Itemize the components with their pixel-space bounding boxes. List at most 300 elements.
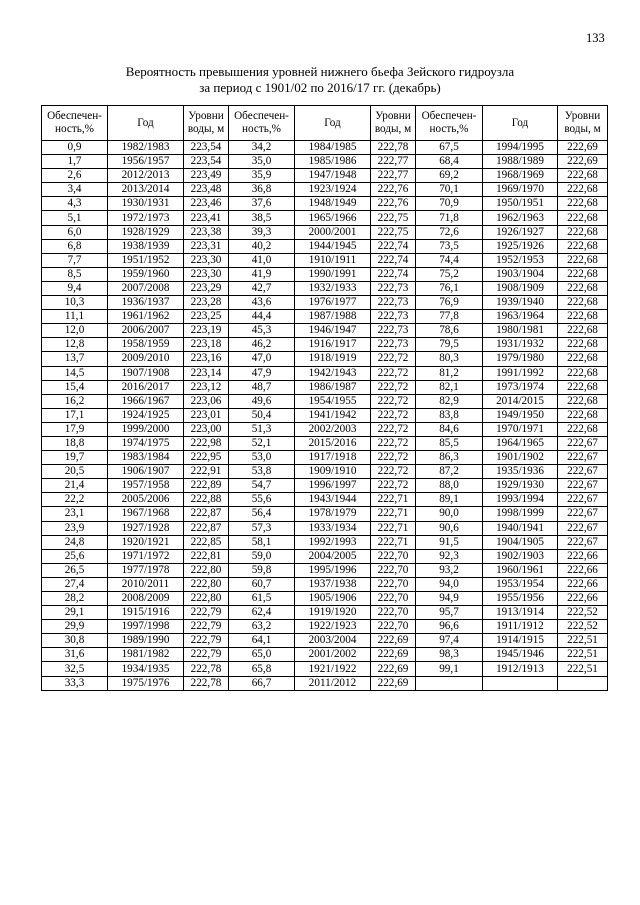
- probability-cell: 70,1: [416, 183, 483, 197]
- year-cell: 1946/1947: [295, 324, 371, 338]
- year-cell: 1928/1929: [108, 225, 184, 239]
- year-cell: 1922/1923: [295, 620, 371, 634]
- probability-cell: 55,6: [229, 493, 295, 507]
- year-cell: 1949/1950: [483, 408, 558, 422]
- level-cell: 222,68: [558, 239, 608, 253]
- probability-cell: 12,0: [42, 324, 108, 338]
- probability-cell: 18,8: [42, 436, 108, 450]
- year-cell: 1971/1972: [108, 549, 184, 563]
- probability-cell: 31,6: [42, 648, 108, 662]
- year-cell: 1918/1919: [295, 352, 371, 366]
- table-row: [42, 141, 608, 155]
- table-row: [42, 620, 608, 634]
- level-cell: 222,78: [371, 141, 416, 155]
- level-cell: 222,72: [371, 436, 416, 450]
- year-cell: 2000/2001: [295, 225, 371, 239]
- level-cell: 222,68: [558, 169, 608, 183]
- level-cell: 222,51: [558, 648, 608, 662]
- probability-cell: 1,7: [42, 155, 108, 169]
- level-cell: 222,72: [371, 465, 416, 479]
- level-cell: 222,67: [558, 451, 608, 465]
- level-cell: 222,81: [184, 549, 229, 563]
- level-cell: 222,66: [558, 577, 608, 591]
- year-cell: 1964/1965: [483, 436, 558, 450]
- year-header: [483, 106, 558, 141]
- level-cell: 222,87: [184, 507, 229, 521]
- level-cell: 222,70: [371, 620, 416, 634]
- probability-cell: 62,4: [229, 606, 295, 620]
- probability-cell: 89,1: [416, 493, 483, 507]
- level-cell: 223,18: [184, 338, 229, 352]
- year-cell: 2005/2006: [108, 493, 184, 507]
- level-cell: 223,41: [184, 211, 229, 225]
- year-cell: 2012/2013: [108, 169, 184, 183]
- probability-cell: 41,9: [229, 267, 295, 281]
- level-cell: 222,98: [184, 436, 229, 450]
- level-cell: 222,68: [558, 422, 608, 436]
- year-cell: 1905/1906: [295, 592, 371, 606]
- level-cell: 222,74: [371, 253, 416, 267]
- year-cell: 1962/1963: [483, 211, 558, 225]
- table-row: [42, 338, 608, 352]
- table-row: [42, 310, 608, 324]
- probability-cell: 95,7: [416, 606, 483, 620]
- table-row: [42, 549, 608, 563]
- level-cell: 222,73: [371, 296, 416, 310]
- level-cell: 222,70: [371, 606, 416, 620]
- probability-cell: 99,1: [416, 662, 483, 676]
- probability-header: [229, 106, 295, 141]
- year-cell: 1967/1968: [108, 507, 184, 521]
- probability-cell: 12,8: [42, 338, 108, 352]
- table-row: [42, 183, 608, 197]
- probability-cell: 27,4: [42, 577, 108, 591]
- year-cell: 1923/1924: [295, 183, 371, 197]
- probability-cell: 20,5: [42, 465, 108, 479]
- table-row: [42, 577, 608, 591]
- year-cell: 1932/1933: [295, 281, 371, 295]
- level-header: [371, 106, 416, 141]
- probability-cell: 68,4: [416, 155, 483, 169]
- year-cell: 1996/1997: [295, 479, 371, 493]
- year-cell: 1907/1908: [108, 366, 184, 380]
- level-cell: 223,30: [184, 253, 229, 267]
- probability-cell: 10,3: [42, 296, 108, 310]
- level-cell: 222,66: [558, 549, 608, 563]
- level-cell: 222,69: [371, 662, 416, 676]
- probability-cell: 34,2: [229, 141, 295, 155]
- year-header: [295, 106, 371, 141]
- year-cell: 1939/1940: [483, 296, 558, 310]
- probability-cell: 76,1: [416, 281, 483, 295]
- year-cell: 1969/1970: [483, 183, 558, 197]
- year-cell: 1933/1934: [295, 521, 371, 535]
- level-cell: 222,72: [371, 408, 416, 422]
- level-cell: 223,31: [184, 239, 229, 253]
- probability-cell: 58,1: [229, 535, 295, 549]
- table-row: [42, 507, 608, 521]
- level-cell: 222,80: [184, 577, 229, 591]
- year-cell: 1903/1904: [483, 267, 558, 281]
- probability-cell: 43,6: [229, 296, 295, 310]
- probability-cell: 87,2: [416, 465, 483, 479]
- header-line: Обеспечен-: [421, 110, 477, 122]
- year-cell: 1911/1912: [483, 620, 558, 634]
- table-row: [42, 521, 608, 535]
- year-cell: 1963/1964: [483, 310, 558, 324]
- level-cell: 222,71: [371, 535, 416, 549]
- probability-cell: 59,8: [229, 563, 295, 577]
- table-body: [42, 141, 608, 691]
- level-cell: 222,72: [371, 380, 416, 394]
- probability-cell: 6,8: [42, 239, 108, 253]
- header-line: ность,%: [242, 123, 281, 135]
- year-cell: 1955/1956: [483, 592, 558, 606]
- probability-cell: 88,0: [416, 479, 483, 493]
- year-cell: 1985/1986: [295, 155, 371, 169]
- probability-cell: 82,9: [416, 394, 483, 408]
- level-cell: 222,67: [558, 479, 608, 493]
- level-cell: 222,67: [558, 535, 608, 549]
- year-cell: 1917/1918: [295, 451, 371, 465]
- year-cell: 1945/1946: [483, 648, 558, 662]
- level-cell: 222,79: [184, 648, 229, 662]
- probability-cell: 60,7: [229, 577, 295, 591]
- level-cell: 222,71: [371, 521, 416, 535]
- year-cell: 1913/1914: [483, 606, 558, 620]
- table-row: [42, 606, 608, 620]
- year-cell: 1904/1905: [483, 535, 558, 549]
- level-cell: 223,38: [184, 225, 229, 239]
- year-cell: 1906/1907: [108, 465, 184, 479]
- level-cell: 222,87: [184, 521, 229, 535]
- year-cell: 1997/1998: [108, 620, 184, 634]
- level-cell: 222,89: [184, 479, 229, 493]
- probability-cell: 35,0: [229, 155, 295, 169]
- probability-cell: 52,1: [229, 436, 295, 450]
- table-row: [42, 648, 608, 662]
- level-cell: 222,68: [558, 253, 608, 267]
- probability-cell: 0,9: [42, 141, 108, 155]
- level-cell: 222,68: [558, 366, 608, 380]
- year-cell: 1919/1920: [295, 606, 371, 620]
- year-cell: 2013/2014: [108, 183, 184, 197]
- probability-cell: 17,1: [42, 408, 108, 422]
- table-row: [42, 281, 608, 295]
- table-row: [42, 479, 608, 493]
- level-cell: 222,72: [371, 422, 416, 436]
- year-cell: 2015/2016: [295, 436, 371, 450]
- probability-cell: 93,2: [416, 563, 483, 577]
- probability-cell: 29,1: [42, 606, 108, 620]
- year-cell: 2014/2015: [483, 394, 558, 408]
- level-cell: 222,77: [371, 169, 416, 183]
- year-cell: 1979/1980: [483, 352, 558, 366]
- year-cell: 1901/1902: [483, 451, 558, 465]
- probability-cell: 26,5: [42, 563, 108, 577]
- probability-cell: 49,6: [229, 394, 295, 408]
- probability-cell: 9,4: [42, 281, 108, 295]
- level-cell: 222,67: [558, 436, 608, 450]
- probability-cell: 75,2: [416, 267, 483, 281]
- table-row: [42, 676, 608, 690]
- level-cell: 222,88: [184, 493, 229, 507]
- probability-cell: 29,9: [42, 620, 108, 634]
- level-cell: 222,76: [371, 183, 416, 197]
- year-cell: 1961/1962: [108, 310, 184, 324]
- level-cell: 222,68: [558, 324, 608, 338]
- table-row: [42, 592, 608, 606]
- level-cell: 222,70: [371, 577, 416, 591]
- table-row: [42, 253, 608, 267]
- probability-cell: 22,2: [42, 493, 108, 507]
- header-line: ность,%: [55, 123, 94, 135]
- year-cell: 1951/1952: [108, 253, 184, 267]
- year-cell: 2003/2004: [295, 634, 371, 648]
- year-cell: 1935/1936: [483, 465, 558, 479]
- year-cell: 1972/1973: [108, 211, 184, 225]
- probability-cell: 98,3: [416, 648, 483, 662]
- probability-cell: 54,7: [229, 479, 295, 493]
- probability-cell: 32,5: [42, 662, 108, 676]
- level-cell: 222,70: [371, 592, 416, 606]
- header-line: воды, м: [187, 123, 225, 135]
- probability-cell: 35,9: [229, 169, 295, 183]
- probability-cell: 11,1: [42, 310, 108, 324]
- probability-cell: 53,0: [229, 451, 295, 465]
- level-cell: 222,68: [558, 281, 608, 295]
- level-cell: 222,75: [371, 225, 416, 239]
- level-cell: 223,25: [184, 310, 229, 324]
- table-header-row: [42, 106, 608, 141]
- year-cell: 1947/1948: [295, 169, 371, 183]
- title-line-2: за период с 1901/02 по 2016/17 гг. (декабрь): [199, 80, 441, 95]
- level-cell: 223,49: [184, 169, 229, 183]
- year-cell: 1980/1981: [483, 324, 558, 338]
- probability-cell: 23,9: [42, 521, 108, 535]
- probability-cell: 90,6: [416, 521, 483, 535]
- year-cell: 1956/1957: [108, 155, 184, 169]
- level-cell: 222,71: [371, 493, 416, 507]
- year-cell: 2010/2011: [108, 577, 184, 591]
- year-cell: 1976/1977: [295, 296, 371, 310]
- table-row: [42, 380, 608, 394]
- level-cell: 222,74: [371, 267, 416, 281]
- table-row: [42, 366, 608, 380]
- probability-cell: 76,9: [416, 296, 483, 310]
- probability-cell: 47,0: [229, 352, 295, 366]
- year-cell: 1920/1921: [108, 535, 184, 549]
- level-cell: 223,14: [184, 366, 229, 380]
- table-row: [42, 352, 608, 366]
- table-row: [42, 211, 608, 225]
- level-cell: 223,01: [184, 408, 229, 422]
- probability-cell: 56,4: [229, 507, 295, 521]
- table-row: [42, 493, 608, 507]
- year-cell: 1915/1916: [108, 606, 184, 620]
- year-cell: 1992/1993: [295, 535, 371, 549]
- probability-cell: 96,6: [416, 620, 483, 634]
- probability-cell: 41,0: [229, 253, 295, 267]
- year-cell: 1936/1937: [108, 296, 184, 310]
- probability-cell: 66,7: [229, 676, 295, 690]
- probability-cell: 3,4: [42, 183, 108, 197]
- level-cell: 222,70: [371, 549, 416, 563]
- probability-cell: 45,3: [229, 324, 295, 338]
- year-cell: 1943/1944: [295, 493, 371, 507]
- table-row: [42, 408, 608, 422]
- level-cell: 222,68: [558, 408, 608, 422]
- year-cell: 1973/1974: [483, 380, 558, 394]
- year-cell: 1989/1990: [108, 634, 184, 648]
- level-cell: 222,78: [184, 662, 229, 676]
- probability-cell: 61,5: [229, 592, 295, 606]
- year-cell: 1924/1925: [108, 408, 184, 422]
- year-cell: 1948/1949: [295, 197, 371, 211]
- level-cell: 222,52: [558, 606, 608, 620]
- table-row: [42, 465, 608, 479]
- level-cell: 222,79: [184, 606, 229, 620]
- table-row: [42, 225, 608, 239]
- table-row: [42, 155, 608, 169]
- probability-cell: 65,0: [229, 648, 295, 662]
- year-cell: 1941/1942: [295, 408, 371, 422]
- probability-cell: 16,2: [42, 394, 108, 408]
- year-cell: 1927/1928: [108, 521, 184, 535]
- header-line: Год: [137, 116, 154, 129]
- level-cell: 222,72: [371, 451, 416, 465]
- document-title: [40, 64, 600, 96]
- year-cell: 1921/1922: [295, 662, 371, 676]
- level-cell: 222,72: [371, 352, 416, 366]
- table-row: [42, 662, 608, 676]
- level-cell: 222,74: [371, 239, 416, 253]
- probability-cell: 25,6: [42, 549, 108, 563]
- table-row: [42, 563, 608, 577]
- table-row: [42, 197, 608, 211]
- level-cell: 222,69: [558, 155, 608, 169]
- level-cell: 223,12: [184, 380, 229, 394]
- level-cell: 222,95: [184, 451, 229, 465]
- year-cell: 1942/1943: [295, 366, 371, 380]
- probability-cell: 80,3: [416, 352, 483, 366]
- probability-cell: 57,3: [229, 521, 295, 535]
- year-cell: 1958/1959: [108, 338, 184, 352]
- year-cell: 1978/1979: [295, 507, 371, 521]
- probability-cell: 82,1: [416, 380, 483, 394]
- probability-cell: 15,4: [42, 380, 108, 394]
- year-cell: 1954/1955: [295, 394, 371, 408]
- level-cell: 222,51: [558, 634, 608, 648]
- level-cell: 222,72: [371, 366, 416, 380]
- level-cell: 222,68: [558, 211, 608, 225]
- level-cell: 222,75: [371, 211, 416, 225]
- year-cell: 1937/1938: [295, 577, 371, 591]
- probability-cell: 13,7: [42, 352, 108, 366]
- probability-cell: 70,9: [416, 197, 483, 211]
- level-cell: 223,29: [184, 281, 229, 295]
- level-cell: 223,54: [184, 141, 229, 155]
- level-cell: 223,00: [184, 422, 229, 436]
- level-cell: 222,68: [558, 380, 608, 394]
- level-cell: 222,79: [184, 634, 229, 648]
- year-cell: 1986/1987: [295, 380, 371, 394]
- probability-cell: 38,5: [229, 211, 295, 225]
- probability-cell: 86,3: [416, 451, 483, 465]
- probability-cell: 21,4: [42, 479, 108, 493]
- year-cell: 1990/1991: [295, 267, 371, 281]
- level-cell: 222,80: [184, 592, 229, 606]
- level-header: [184, 106, 229, 141]
- year-cell: 1909/1910: [295, 465, 371, 479]
- year-cell: 1975/1976: [108, 676, 184, 690]
- probability-cell: 97,4: [416, 634, 483, 648]
- level-cell: 222,67: [558, 465, 608, 479]
- year-cell: 1908/1909: [483, 281, 558, 295]
- level-cell: 222,67: [558, 493, 608, 507]
- table-row: [42, 394, 608, 408]
- year-cell: 1998/1999: [483, 507, 558, 521]
- probability-cell: 78,6: [416, 324, 483, 338]
- level-cell: 222,80: [184, 563, 229, 577]
- level-cell: 223,54: [184, 155, 229, 169]
- year-cell: 1984/1985: [295, 141, 371, 155]
- probability-cell: 4,3: [42, 197, 108, 211]
- level-cell: 222,85: [184, 535, 229, 549]
- year-cell: 1968/1969: [483, 169, 558, 183]
- year-cell: 2009/2010: [108, 352, 184, 366]
- year-cell: 2011/2012: [295, 676, 371, 690]
- probability-cell: 85,5: [416, 436, 483, 450]
- probability-cell: 92,3: [416, 549, 483, 563]
- year-cell: 1983/1984: [108, 451, 184, 465]
- probability-cell: 94,9: [416, 592, 483, 606]
- header-line: воды, м: [564, 123, 601, 135]
- probability-cell: 30,8: [42, 634, 108, 648]
- level-cell: 223,48: [184, 183, 229, 197]
- probability-cell: 48,7: [229, 380, 295, 394]
- header-line: ность,%: [429, 123, 469, 135]
- title-line-1: Вероятность превышения уровней нижнего бьефа Зейского гидроузла: [125, 64, 515, 79]
- level-cell: 222,73: [371, 281, 416, 295]
- year-cell: 1974/1975: [108, 436, 184, 450]
- level-cell: 222,68: [558, 310, 608, 324]
- year-cell: 1952/1953: [483, 253, 558, 267]
- level-cell: 222,72: [371, 479, 416, 493]
- year-cell: [483, 676, 558, 690]
- level-cell: 222,69: [371, 648, 416, 662]
- probability-cell: 19,7: [42, 451, 108, 465]
- level-cell: 222,72: [371, 394, 416, 408]
- probability-cell: 47,9: [229, 366, 295, 380]
- header-line: Уровни: [564, 110, 601, 122]
- level-cell: 222,68: [558, 267, 608, 281]
- year-cell: 2004/2005: [295, 549, 371, 563]
- probability-table: [41, 105, 608, 691]
- year-cell: 1991/1992: [483, 366, 558, 380]
- level-cell: 222,69: [371, 676, 416, 690]
- year-cell: 1965/1966: [295, 211, 371, 225]
- header-line: Уровни: [375, 110, 411, 122]
- year-cell: 1912/1913: [483, 662, 558, 676]
- table-row: [42, 436, 608, 450]
- table-row: [42, 267, 608, 281]
- probability-cell: 42,7: [229, 281, 295, 295]
- level-cell: 222,91: [184, 465, 229, 479]
- level-cell: 222,73: [371, 324, 416, 338]
- level-cell: 222,68: [558, 225, 608, 239]
- probability-cell: 74,4: [416, 253, 483, 267]
